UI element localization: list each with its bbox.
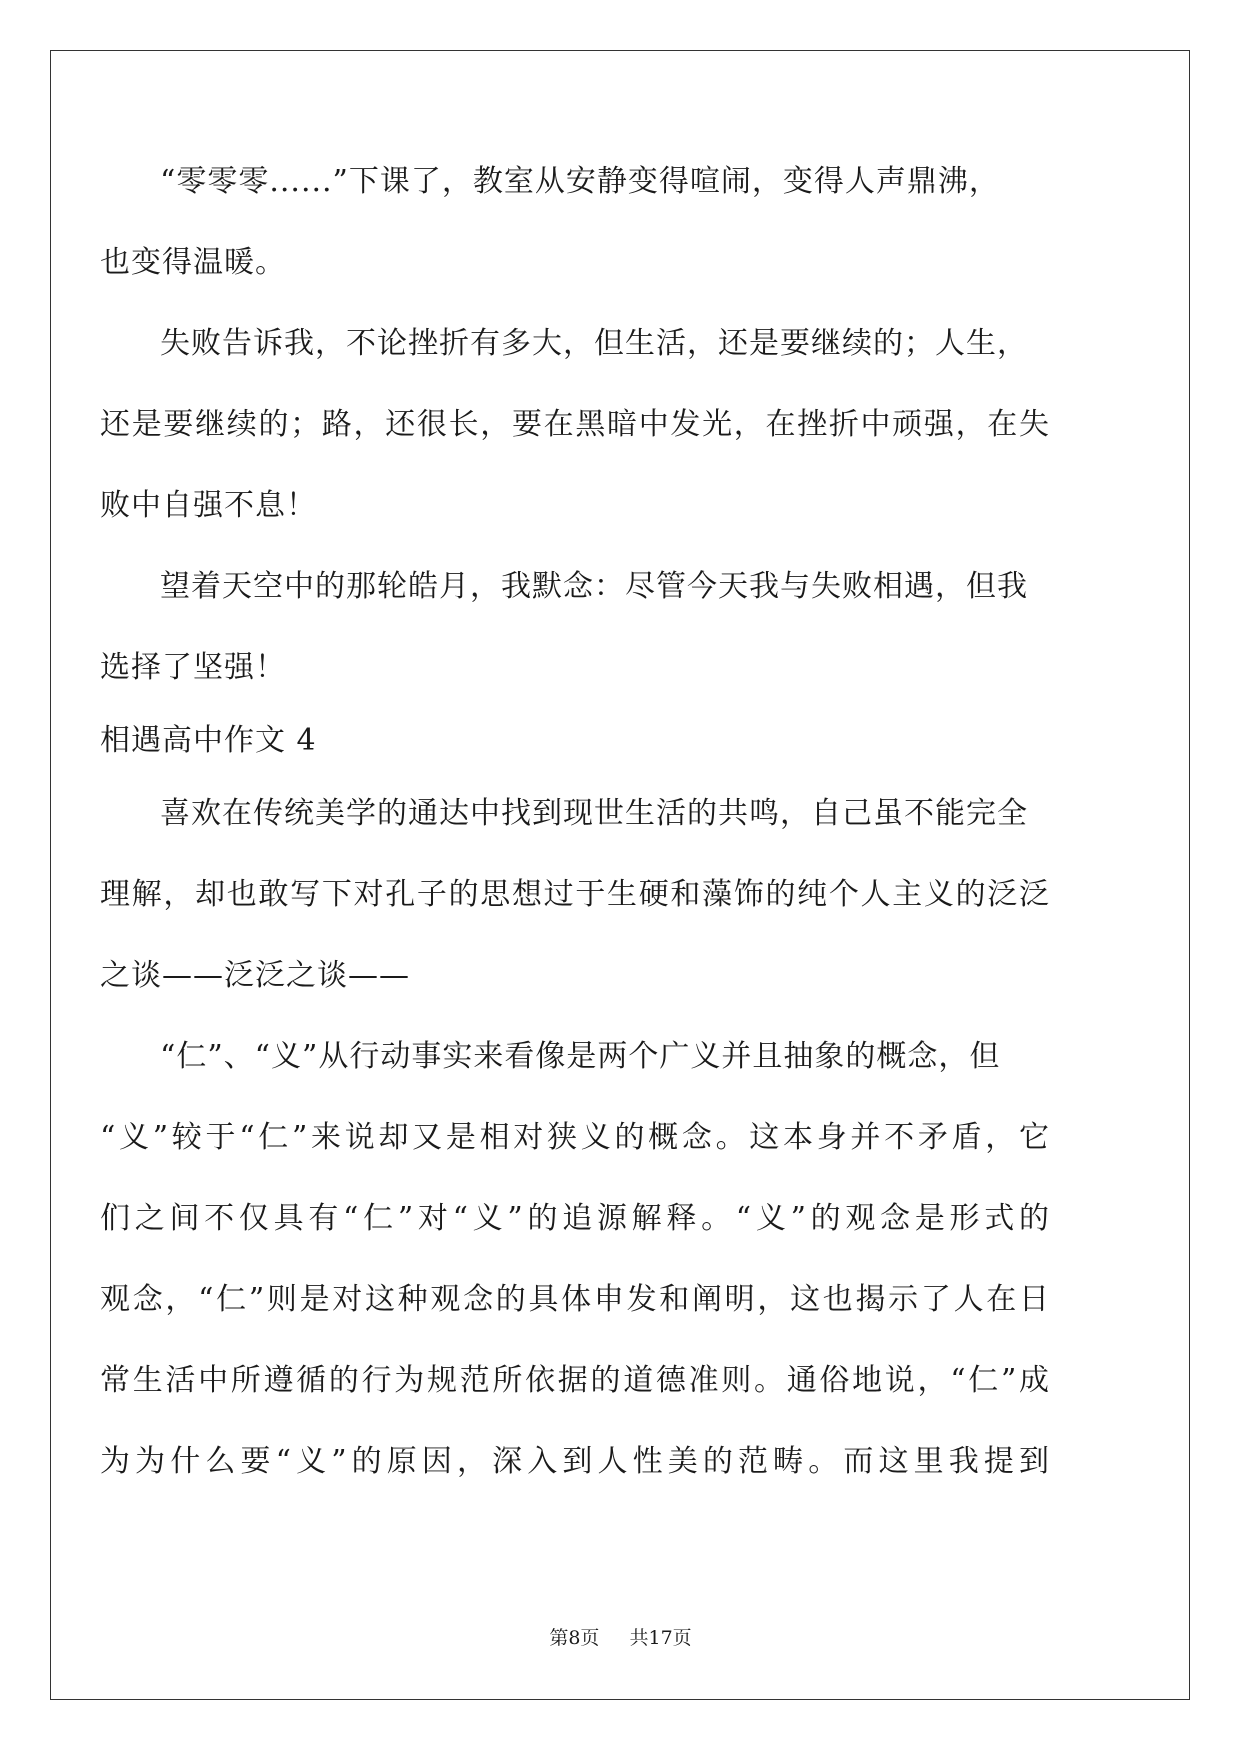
- page-footer: [0, 1626, 1241, 1650]
- page-number: 第8页: [549, 1627, 600, 1649]
- paragraph-1-line-2: 也变得温暖。: [100, 245, 286, 280]
- paragraph-3-line-1: 望着天空中的那轮皓月，我默念：尽管今天我与失败相遇，但我: [160, 569, 1028, 604]
- paragraph-4-line-3: 之谈——泛泛之谈——: [100, 958, 410, 993]
- paragraph-4-line-2: 理解，却也敢写下对孔子的思想过于生硬和藻饰的纯个人主义的泛泛: [100, 877, 1050, 912]
- paragraph-5-line-1: “仁”、“义”从行动事实来看像是两个广义并且抽象的概念，但: [160, 1039, 1001, 1074]
- paragraph-5-line-3: 们之间不仅具有“仁”对“义”的追源解释。“义”的观念是形式的: [100, 1201, 1050, 1236]
- paragraph-1-line-1: “零零零......”下课了，教室从安静变得喧闹，变得人声鼎沸，: [160, 164, 1000, 199]
- paragraph-2-line-1: 失败告诉我，不论挫折有多大，但生活，还是要继续的；人生，: [160, 326, 1028, 361]
- paragraph-4-line-1: 喜欢在传统美学的通达中找到现世生活的共鸣，自己虽不能完全: [160, 796, 1028, 831]
- paragraph-5-line-6: 为为什么要“义”的原因，深入到人性美的范畴。而这里我提到: [100, 1444, 1050, 1479]
- paragraph-5-line-4: 观念，“仁”则是对这种观念的具体申发和阐明，这也揭示了人在日: [100, 1282, 1050, 1317]
- paragraph-2-line-2: 还是要继续的；路，还很长，要在黑暗中发光，在挫折中顽强，在失: [100, 407, 1050, 442]
- section-heading: 相遇高中作文 4: [100, 723, 317, 758]
- paragraph-5-line-5: 常生活中所遵循的行为规范所依据的道德准则。通俗地说，“仁”成: [100, 1363, 1050, 1398]
- document-body: [100, 160, 1050, 1484]
- paragraph-5-line-2: “义”较于“仁”来说却又是相对狭义的概念。这本身并不矛盾，它: [100, 1120, 1050, 1155]
- paragraph-3-line-2: 选择了坚强！: [100, 650, 286, 685]
- page-total: 共17页: [629, 1627, 692, 1649]
- paragraph-2-line-3: 败中自强不息！: [100, 488, 317, 523]
